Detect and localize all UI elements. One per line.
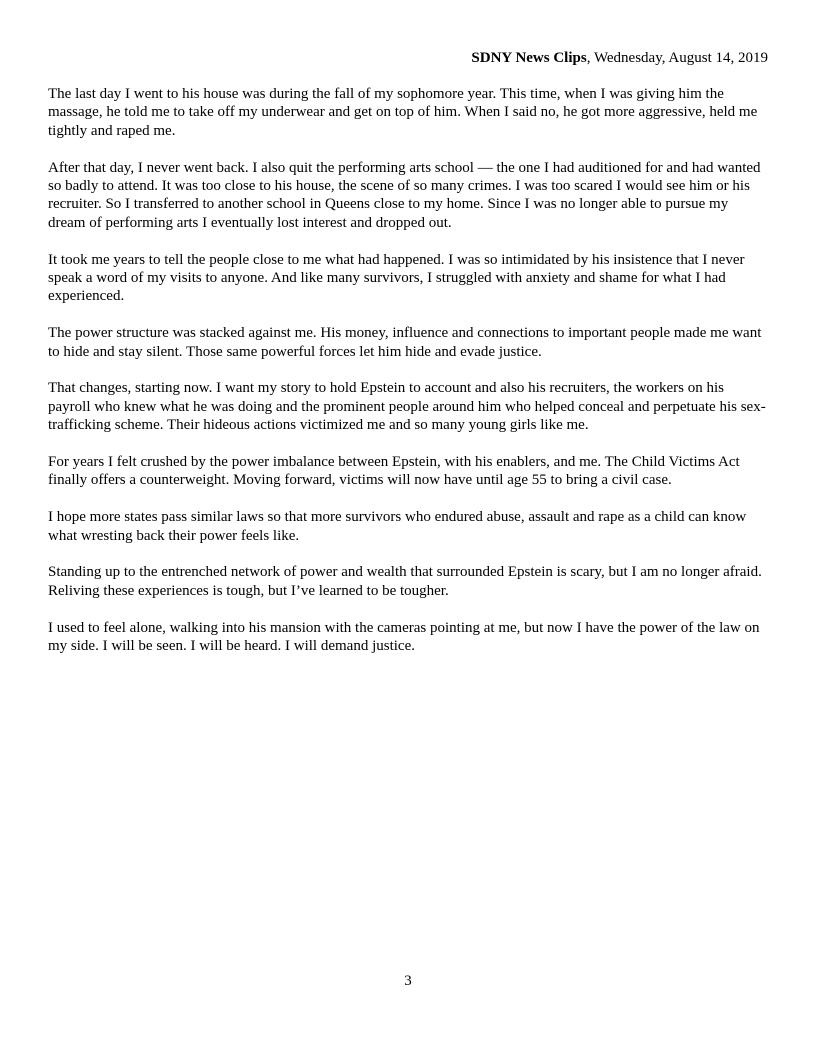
article-paragraph: The last day I went to his house was during the fall of my sophomore year. This time, when I was giving him the massage, he told me to take off my underwear and get on top of him. When I said no, he got more aggressive, held me tightly and raped me. — [48, 86, 758, 139]
article-paragraph: I hope more states pass similar laws so that more survivors who endured abuse, assault and rape as a child can know what wresting back their power feels like. — [48, 509, 747, 544]
header-date: Wednesday, August 14, 2019 — [593, 50, 768, 66]
article-paragraph: Standing up to the entrenched network of power and wealth that surrounded Epstein is scary, but I am no longer afraid. Reliving these experiences is tough, but I’ve learned to be tougher. — [48, 564, 762, 599]
page-header — [471, 49, 768, 67]
article-paragraph: I used to feel alone, walking into his mansion with the cameras pointing at me, but now I have the power of the law on my side. I will be seen. I will be heard. I will demand justice. — [48, 619, 760, 655]
article-paragraph: For years I felt crushed by the power imbalance between Epstein, with his enablers, and me. The Child Victims Act finally offers a counterweight. Moving forward, victims will now have until age 55 to bring a civil case. — [48, 454, 740, 489]
article-paragraph: That changes, starting now. I want my story to hold Epstein to account and also his recruiters, the workers on his payroll who knew what he was doing and the prominent people around him who helped conceal and perpetuate his sex-trafficking scheme. Their hideous actions victimized me and so many young girls like me. — [48, 380, 766, 434]
header-separator: , — [586, 50, 594, 66]
article-body — [48, 85, 768, 674]
article-paragraph: The power structure was stacked against me. His money, influence and connections to important people made me want to hide and stay silent. Those same powerful forces let him hide and evade justice. — [48, 325, 762, 360]
publication-name: SDNY News Clips — [471, 50, 587, 66]
page-number: 3 — [404, 973, 412, 989]
article-paragraph: After that day, I never went back. I also quit the performing arts school — the one I had auditioned for and had wanted so badly to attend. It was too close to his house, the scene of so many crimes. I was too scared I would see him or his recruiter. So I transferred to another school in Queens close to my home. Since I was no longer able to pursue my dream of performing arts I eventually lost interest and dropped out. — [48, 159, 761, 231]
article-paragraph: It took me years to tell the people close to me what had happened. I was so intimidated by his insistence that I never speak a word of my visits to anyone. And like many survivors, I struggled with anxiety and shame for what I had experienced. — [48, 251, 745, 305]
